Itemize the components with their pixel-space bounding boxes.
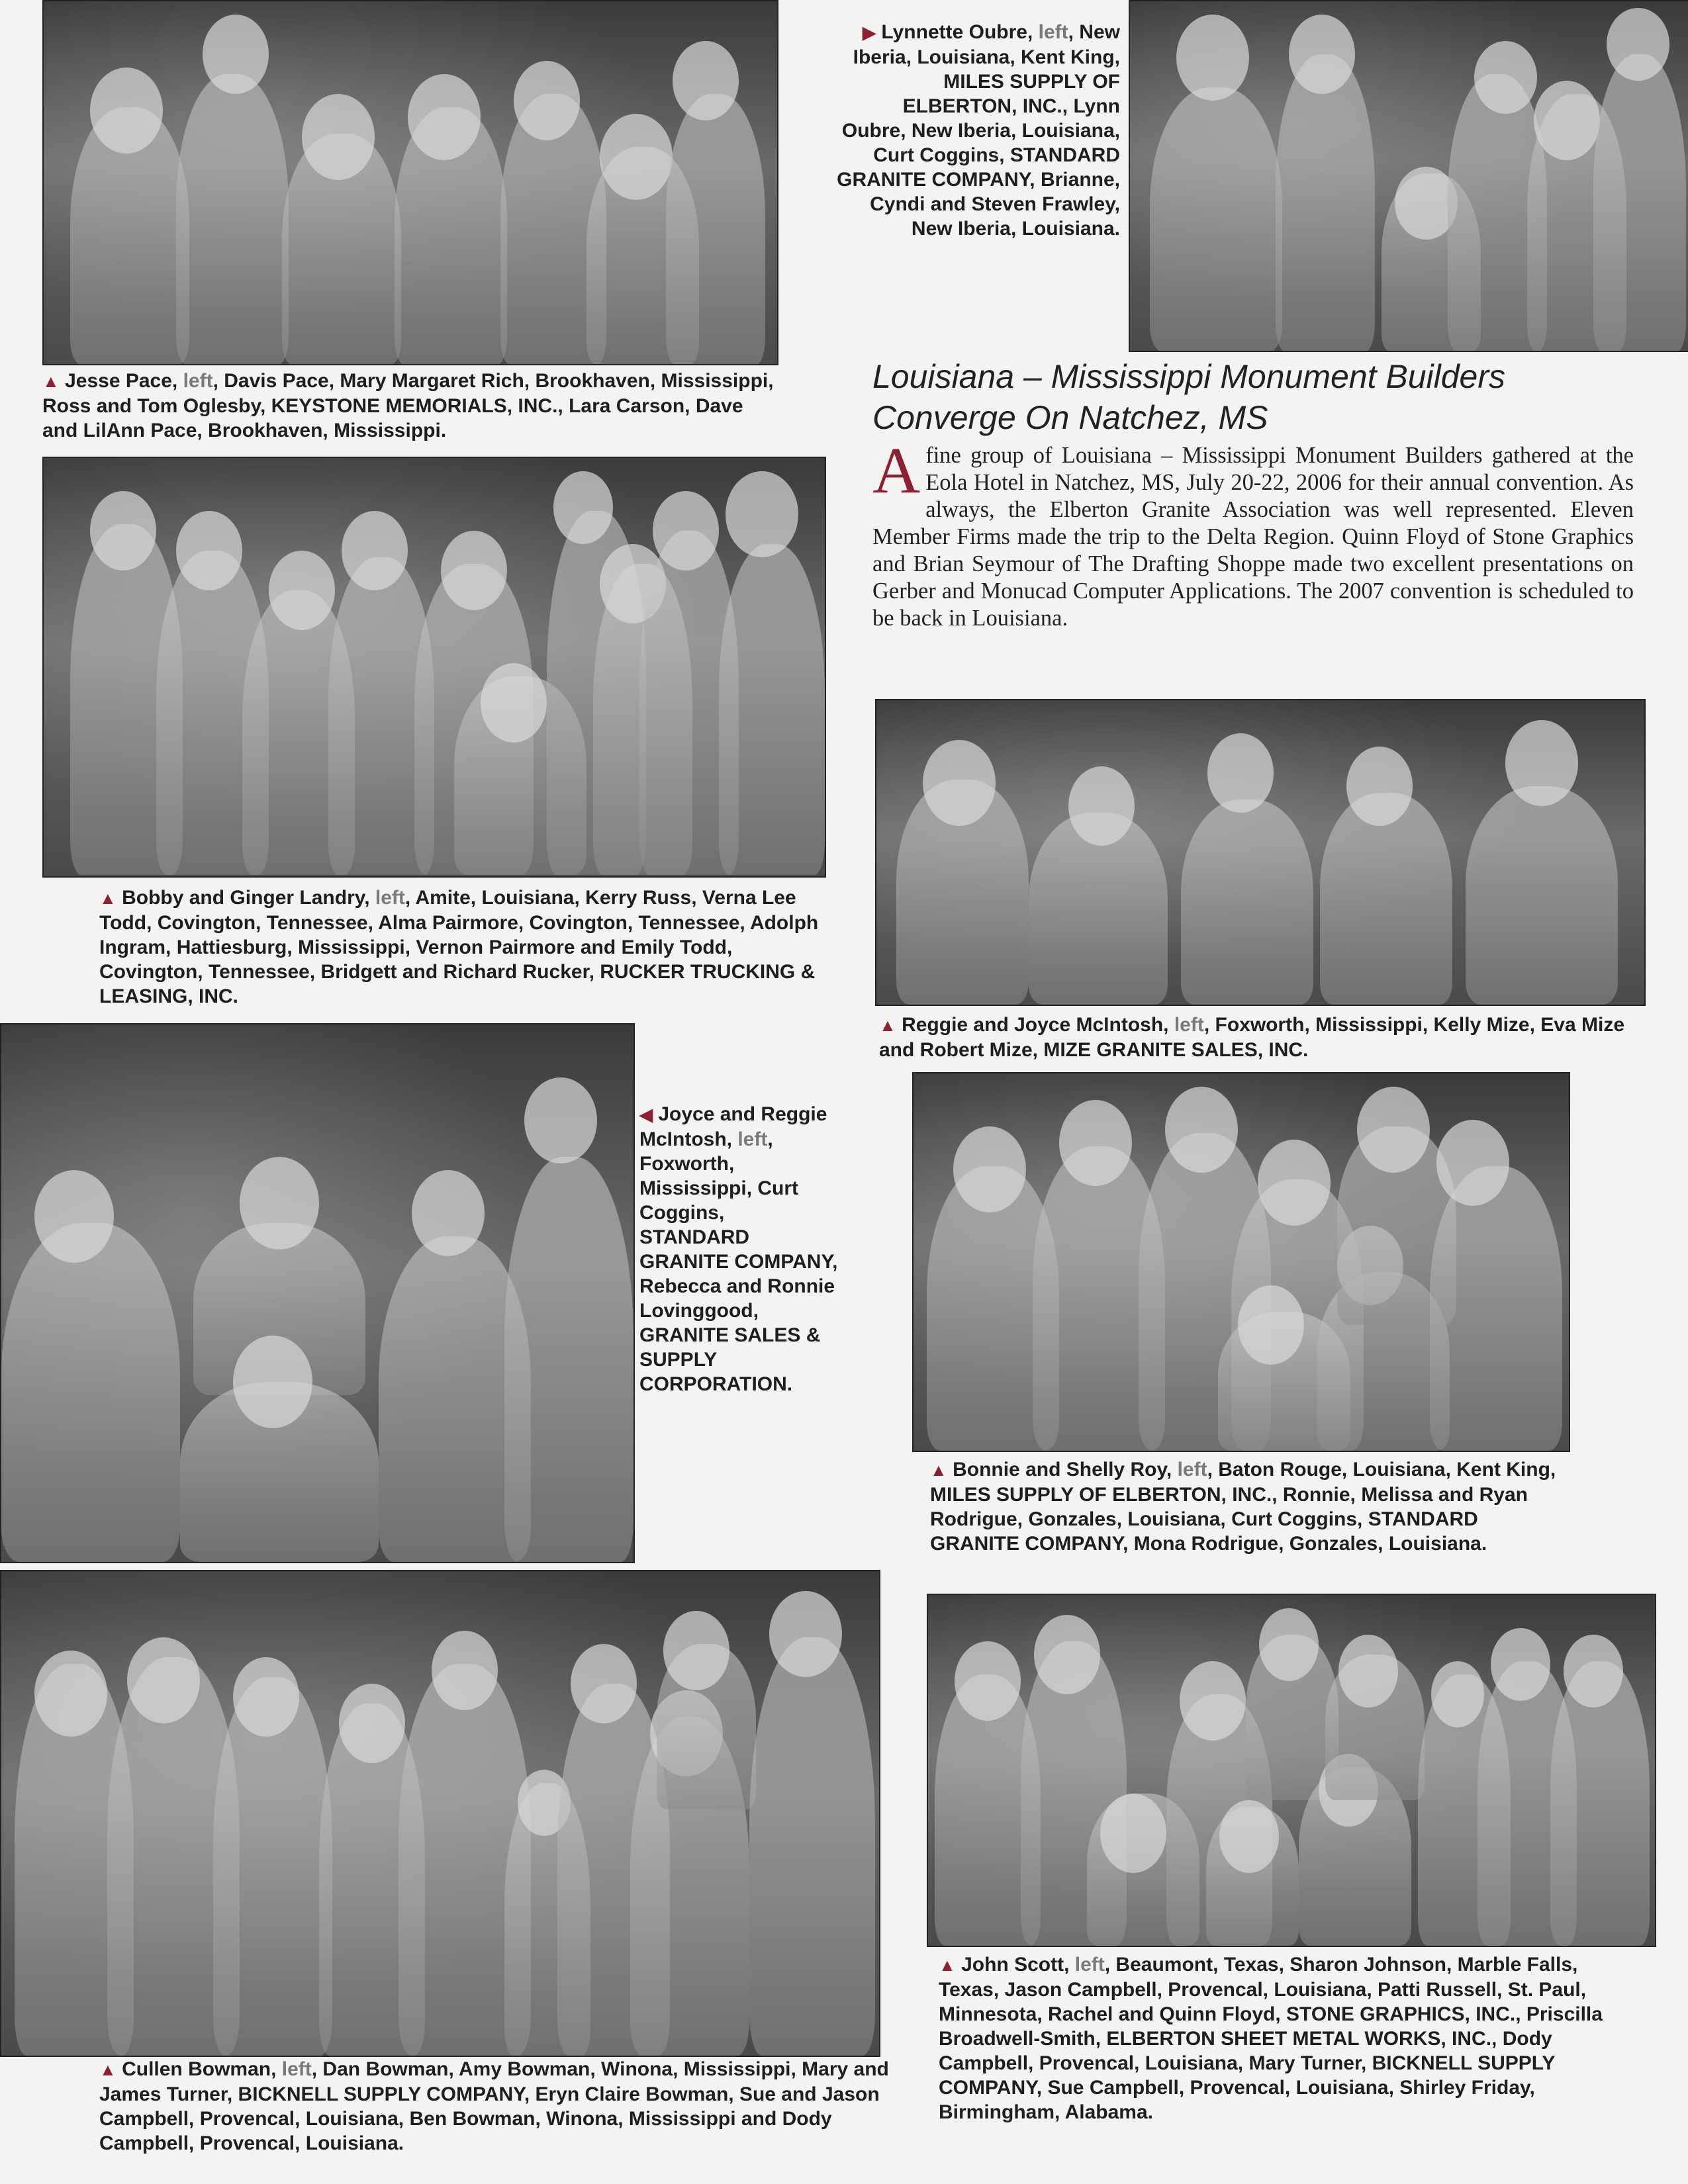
caption-landry-group: ▲ Bobby and Ginger Landry, left, Amite, Louisiana, Kerry Russ, Verna Lee Todd, Covington, Tennessee, Alma Pairmore, Covington, Tennessee, Adolph Ingram, Hattiesburg, Mississippi, Vernon Pairmore and Emily Todd, Covington, Tennessee, Bridgett and Richard Rucker, RUCKER TRUCKING & LEASING, INC. (99, 887, 819, 1007)
article-text: fine group of Louisiana – Mississippi Monument Builders gathered at the Eola Hotel in Natchez, MS, July 20-22, 2006 for their annual convention. As always, the Elberton Granite Association was well represented. Eleven Member Firms made the trip to the Delta Region. Quinn Floyd of Stone Graphics and Brian Seymour of The Drafting Shoppe made two excellent presentations on Gerber and Monucad Computer Applications. The 2007 convention is scheduled to be back in Louisiana. (872, 443, 1634, 631)
triangle-left-icon: ◀ (639, 1105, 653, 1124)
caption-left-word: left (1174, 1014, 1204, 1036)
triangle-up-icon: ▲ (930, 1460, 947, 1480)
caption-roy-group: ▲ Bonnie and Shelly Roy, left, Baton Rouge, Louisiana, Kent King, MILES SUPPLY OF ELBERTON, INC., Ronnie, Melissa and Ryan Rodrigue, Gonzales, Louisiana, Curt Coggins, STANDARD GRANITE COMPANY, Mona Rodrigue, Gonzales, Louisiana. (930, 1459, 1556, 1555)
triangle-up-icon: ▲ (879, 1015, 896, 1035)
photo-scott-group (927, 1594, 1656, 1947)
photo-keystone-group (42, 0, 778, 365)
caption-keystone-group: ▲ Jesse Pace, left, Davis Pace, Mary Margaret Rich, Brookhaven, Mississippi, Ross and Tom Oglesby, KEYSTONE MEMORIALS, INC., Lara Carson, Dave and LilAnn Pace, Brookhaven, Mississippi. (42, 370, 774, 441)
article-dropcap: A (872, 433, 921, 507)
caption-left-word: left (1038, 21, 1068, 43)
caption-left-word: left (183, 370, 213, 392)
photo-mize-group (875, 699, 1646, 1006)
caption-bowman-group: ▲ Cullen Bowman, left, Dan Bowman, Amy Bowman, Winona, Mississippi, Mary and James Turner, BICKNELL SUPPLY COMPANY, Eryn Claire Bowman, Sue and Jason Campbell, Provencal, Louisiana, Ben Bowman, Winona, Mississippi and Dody Campbell, Provencal, Louisiana. (99, 2058, 889, 2154)
triangle-up-icon: ▲ (939, 1955, 956, 1975)
article-body (872, 433, 1634, 632)
caption-mize-group: ▲ Reggie and Joyce McIntosh, left, Foxworth, Mississippi, Kelly Mize, Eva Mize and Robert Mize, MIZE GRANITE SALES, INC. (879, 1014, 1624, 1061)
caption-oubre-group: ▶ Lynnette Oubre, left, New Iberia, Louisiana, Kent King, MILES SUPPLY OF ELBERTON, INC., Lynn Oubre, New Iberia, Louisiana, Curt Coggins, STANDARD GRANITE COMPANY, Brianne, Cyndi and Steven Frawley, New Iberia, Louisiana. (837, 21, 1120, 240)
caption-left-word: left (1177, 1459, 1207, 1480)
caption-lovinggood-group: ◀ Joyce and Reggie McIntosh, left, Foxworth, Mississippi, Curt Coggins, STANDARD GRANITE COMPANY, Rebecca and Ronnie Lovinggood, GRANITE SALES & SUPPLY CORPORATION. (639, 1103, 838, 1395)
article-headline: Louisiana – Mississippi Monument Builders Converge On Natchez, MS (872, 358, 1506, 436)
photo-landry-group (42, 457, 826, 878)
photo-lovinggood-group (0, 1023, 635, 1563)
triangle-up-icon: ▲ (42, 371, 60, 391)
photo-bowman-group (0, 1570, 880, 2057)
caption-left-word: left (375, 887, 405, 909)
triangle-up-icon: ▲ (99, 888, 117, 908)
caption-left-word: left (737, 1128, 768, 1150)
caption-left-word: left (281, 2058, 312, 2080)
triangle-right-icon: ▶ (863, 23, 876, 42)
triangle-up-icon: ▲ (99, 2060, 117, 2079)
photo-oubre-group (1129, 0, 1688, 352)
caption-scott-group: ▲ John Scott, left, Beaumont, Texas, Sharon Johnson, Marble Falls, Texas, Jason Campbell, Provencal, Louisiana, Patti Russell, St. Paul, Minnesota, Rachel and Quinn Floyd, STONE GRAPHICS, INC., Priscilla Broadwell-Smith, ELBERTON SHEET METAL WORKS, INC., Dody Campbell, Provencal, Louisiana, Mary Turner, BICKNELL SUPPLY COMPANY, Sue Campbell, Provencal, Louisiana, Shirley Friday, Birmingham, Alabama. (939, 1954, 1603, 2123)
caption-left-word: left (1074, 1954, 1105, 1976)
photo-roy-group (912, 1072, 1570, 1452)
